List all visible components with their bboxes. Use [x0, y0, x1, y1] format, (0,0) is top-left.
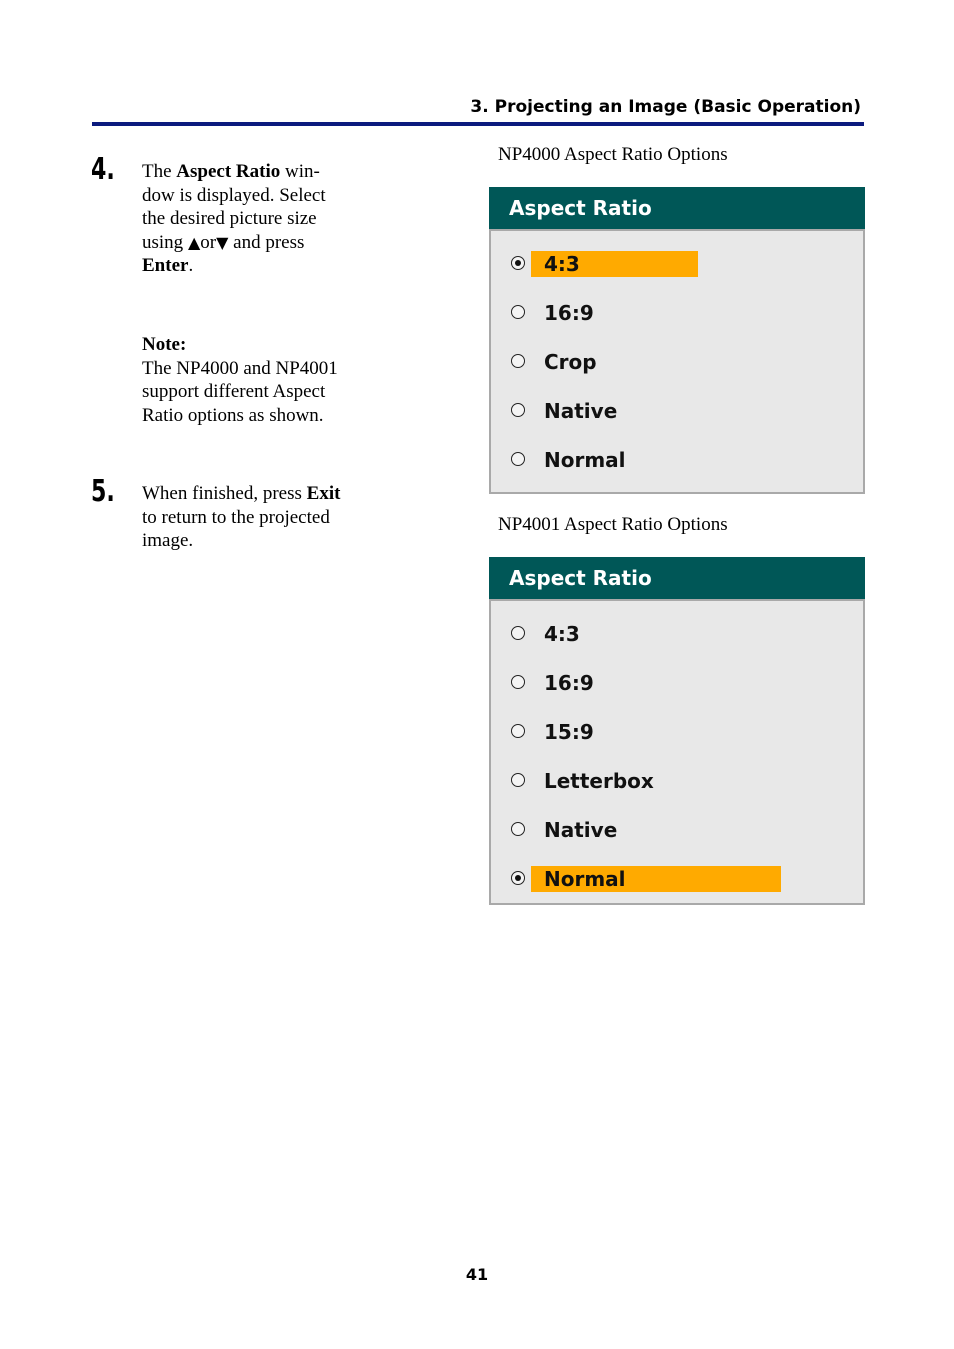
step-5-text — [142, 482, 372, 553]
step-4-line-3: the desired picture size — [142, 208, 317, 229]
note — [142, 333, 372, 427]
panel-np4001-caption: NP4001 Aspect Ratio Options — [498, 514, 728, 535]
radio-unselected-icon[interactable] — [511, 724, 525, 738]
step-4-line-5: Enter. — [142, 255, 194, 276]
header-title: 3. Projecting an Image (Basic Operation) — [470, 97, 861, 117]
note-line-2: support different Aspect — [142, 381, 326, 402]
aspect-option-letterbox[interactable] — [509, 768, 849, 796]
up-arrow-icon: ▲ — [187, 232, 201, 252]
radio-unselected-icon[interactable] — [511, 822, 525, 836]
aspect-option-4-3[interactable] — [509, 251, 849, 279]
radio-unselected-icon[interactable] — [511, 626, 525, 640]
radio-unselected-icon[interactable] — [511, 354, 525, 368]
option-label: Native — [544, 399, 618, 423]
option-label: Letterbox — [544, 769, 654, 793]
radio-unselected-icon[interactable] — [511, 305, 525, 319]
step-4-line-4: using ▲or▼ and press — [142, 231, 305, 253]
aspect-option-normal[interactable] — [509, 447, 849, 475]
aspect-option-15-9[interactable] — [509, 719, 849, 747]
option-label: 16:9 — [544, 301, 594, 325]
aspect-option-crop[interactable] — [509, 349, 849, 377]
down-arrow-icon: ▼ — [216, 232, 229, 252]
option-label: 15:9 — [544, 720, 594, 744]
step-5-line-3: image. — [142, 530, 194, 551]
step-4-number: 4. — [91, 152, 115, 187]
panel-np4000-caption: NP4000 Aspect Ratio Options — [498, 144, 728, 165]
option-label: 4:3 — [544, 622, 580, 646]
step-5-number: 5. — [91, 474, 115, 509]
aspect-option-native[interactable] — [509, 398, 849, 426]
aspect-ratio-panel-np4000 — [489, 187, 865, 494]
radio-unselected-icon[interactable] — [511, 773, 525, 787]
header-rule — [92, 122, 864, 126]
aspect-option-native[interactable] — [509, 817, 849, 845]
note-line-3: Ratio options as shown. — [142, 404, 324, 426]
aspect-option-4-3[interactable] — [509, 621, 849, 649]
option-label: Normal — [544, 867, 626, 891]
radio-unselected-icon[interactable] — [511, 403, 525, 417]
aspect-option-normal[interactable] — [509, 866, 849, 894]
panel-title: Aspect Ratio — [489, 187, 865, 231]
step-5-line-1: When finished, press Exit — [142, 483, 341, 504]
step-4-line-2: dow is displayed. Select — [142, 184, 326, 206]
option-label: 16:9 — [544, 671, 594, 695]
step-4-text — [142, 160, 372, 278]
panel-title: Aspect Ratio — [489, 557, 865, 601]
option-label: Crop — [544, 350, 597, 374]
note-line-1: The NP4000 and NP4001 — [142, 357, 338, 379]
radio-unselected-icon[interactable] — [511, 675, 525, 689]
option-label: 4:3 — [544, 252, 580, 276]
aspect-ratio-panel-np4001 — [489, 557, 865, 905]
radio-selected-icon[interactable] — [511, 871, 525, 885]
radio-unselected-icon[interactable] — [511, 452, 525, 466]
aspect-option-16-9[interactable] — [509, 300, 849, 328]
aspect-option-16-9[interactable] — [509, 670, 849, 698]
radio-selected-icon[interactable] — [511, 256, 525, 270]
step-5-line-2: to return to the projected — [142, 506, 330, 528]
page-number: 41 — [465, 1265, 489, 1284]
step-4-line-1: The Aspect Ratio win- — [142, 161, 320, 182]
option-label: Native — [544, 818, 618, 842]
option-label: Normal — [544, 448, 626, 472]
note-title: Note: — [142, 334, 187, 355]
